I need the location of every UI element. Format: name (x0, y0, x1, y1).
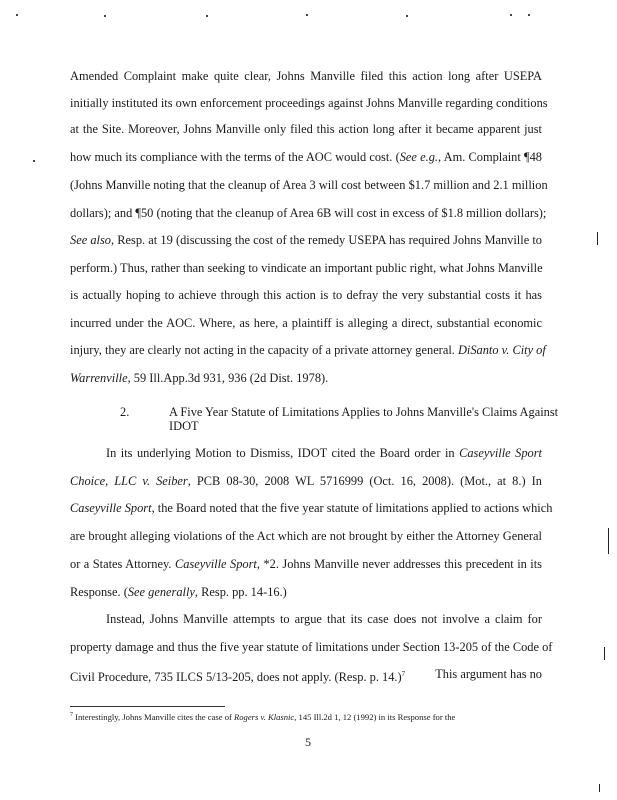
body-line: dollars); and ¶50 (noting that the cleanup of Area 6B will cost in excess of $1.8 million dollars); (70, 206, 547, 220)
footnote: $^7$ Interestingly, Johns Manville cites the case of Rogers v. Klasnic, 145 Ill.2d 1, 12 (1992) in its Response for the (70, 712, 456, 722)
scan-mark (406, 15, 408, 17)
body-line: Choice, LLC v. Seiber, PCB 08-30, 2008 WL 5716999 (Oct. 16, 2008). (Mot., at 8.) In (70, 474, 542, 488)
scan-mark (206, 15, 208, 17)
margin-mark (599, 784, 600, 792)
margin-mark (608, 528, 609, 554)
body-line: (Johns Manville noting that the cleanup of Area 3 will cost between $1.7 million and 2.1 million (70, 178, 548, 192)
page-number: 5 (305, 735, 311, 749)
body-line: Amended Complaint make quite clear, Johns Manville filed this action long after USEPA (70, 69, 542, 83)
body-line: initially instituted its own enforcement proceedings against Johns Manville regarding conditions (70, 96, 548, 110)
body-line: Response. (See generally, Resp. pp. 14-16.) (70, 585, 287, 599)
body-line: This argument has no (435, 667, 542, 681)
section-number: 2. (120, 405, 130, 419)
body-line: perform.) Thus, rather than seeking to vindicate an important public right, what Johns Manville (70, 261, 543, 275)
body-line: Caseyville Sport, the Board noted that the five year statute of limitations applied to actions which (70, 501, 553, 515)
scan-mark (528, 14, 530, 16)
body-line: property damage and thus the five year statute of limitations under Section 13-205 of the Code of (70, 640, 553, 654)
body-line: Instead, Johns Manville attempts to argue that its case does not involve a claim for (106, 612, 542, 626)
body-line: In its underlying Motion to Dismiss, IDOT cited the Board order in Caseyville Sport (106, 446, 542, 460)
body-line: incurred under the AOC. Where, as here, a plaintiff is alleging a direct, substantial economic (70, 316, 542, 330)
scan-mark (33, 160, 35, 162)
scan-mark (306, 14, 308, 16)
body-line: See also, Resp. at 19 (discussing the cost of the remedy USEPA has required Johns Manville to (70, 233, 542, 247)
body-line: or a States Attorney. Caseyville Sport, *2. Johns Manville never addresses this precedent in its (70, 557, 543, 571)
body-line: injury, they are clearly not acting in the capacity of a private attorney general. DiSanto v. City of (70, 343, 546, 357)
body-line: is actually hoping to achieve through this action is to defray the very substantial costs it has (70, 288, 542, 302)
margin-mark (597, 232, 598, 245)
body-line: at the Site. Moreover, Johns Manville only filed this action long after it became apparent just (70, 122, 542, 136)
section-heading: A Five Year Statute of Limitations Applies to Johns Manville's Claims Against (169, 405, 559, 419)
section-heading: IDOT (169, 419, 199, 433)
body-line: Civil Procedure, 735 ILCS 5/13-205, does not apply. (Resp. p. 14.)$^7$ (70, 670, 406, 685)
scan-mark (510, 14, 512, 16)
footnote-rule (70, 706, 225, 707)
body-line: are brought alleging violations of the Act which are not brought by either the Attorney General (70, 529, 542, 543)
scan-mark (104, 15, 106, 17)
scan-mark (16, 14, 18, 16)
margin-mark (604, 647, 605, 660)
body-line: how much its compliance with the terms of the AOC would cost. (See e.g., Am. Complaint ¶48 (70, 150, 542, 164)
body-line: Warrenville, 59 Ill.App.3d 931, 936 (2d Dist. 1978). (70, 371, 329, 385)
